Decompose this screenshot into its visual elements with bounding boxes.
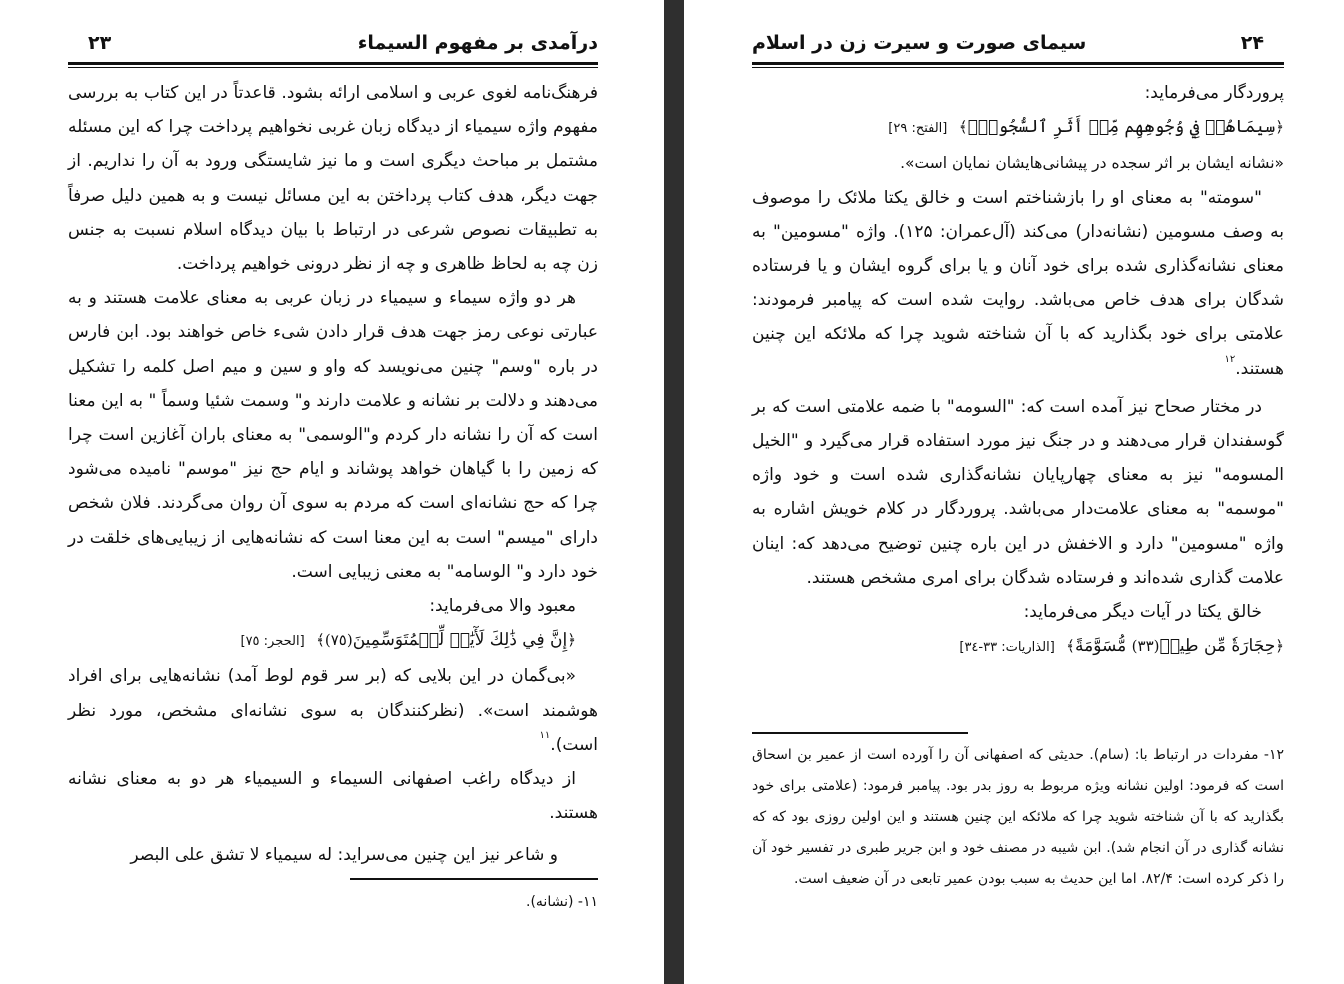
- paragraph: هر دو واژه سیماء و سیمیاء در زبان عربی به معنای علامت هستند و به عبارتی نوعی رمز جهت هدف قرار دادن شیء خاص خواهند بود. ابن فارس در باره "وسم" چنین می‌نویسد که واو و سین و میم اصل کلمه را تشکیل می‌دهند و دلالت بر نشانه و علامت دارند و" وسمت شئیا وسماً " به این معنا است که آن را نشانه دار کردم و"الوسمی" به معنای باران آغازین است چرا که زمین را با گیاهان خواهد پوشاند و ایام حج نیز "موسم" نامیده می‌شود چرا که حج نشانه‌ای است که مردم به سوی آن روان می‌گردند. فلان شخص دارای "میسم" است به این معنا است که نشانه‌هایی از زیبایی‌های خلقت در خود دارد و" الوسامه" به معنی زیبایی است.: [68, 288, 598, 582]
- quran-verse: [752, 629, 1284, 665]
- header-double-rule: [68, 62, 598, 68]
- page-body: [68, 76, 598, 873]
- verse-close-bracket: ﴾: [1066, 637, 1075, 656]
- header-title: سیمای صورت و سیرت زن در اسلام: [752, 32, 1087, 54]
- running-header: [68, 26, 598, 60]
- footnote-separator: [752, 732, 968, 734]
- footnote-11: ۱۱- (نشانه).: [526, 894, 598, 910]
- header-title: درآمدی بر مفهوم السیماء: [357, 32, 598, 54]
- verse-open-bracket: ﴿: [567, 631, 576, 650]
- page-23: [68, 0, 598, 984]
- header-double-rule: [752, 62, 1284, 68]
- verse-text: سِيمَاهُمۡ فِي وُجُوهِهِم مِّنۡ أَثَرِ ٱلسُّجُودِۚ: [967, 117, 1276, 138]
- verse-open-bracket: ﴿: [1275, 118, 1284, 137]
- verse-close-bracket: ﴾: [316, 631, 325, 650]
- paragraph: خالق یکتا در آیات دیگر می‌فرماید:: [1023, 602, 1262, 623]
- verse-open-bracket: ﴿: [1275, 637, 1284, 656]
- footnote-separator: [350, 878, 598, 880]
- book-gutter: [664, 0, 684, 984]
- verse-number-marker: (٣٣): [1131, 637, 1160, 656]
- verse-reference: [الذاريات: ٣٣-٣٤]: [959, 640, 1055, 656]
- paragraph: در مختار صحاح نیز آمده است که: "السومه" با ضمه علامتی است که بر گوسفندان قرار می‌دهند و در جنگ نیز مورد استفاده قرار می‌گیرد و "الخیل المسومه" نیز به معنای چهارپایان نشانه‌گذاری شده است و خود واژه "موسمه" به معنای علامت‌دار می‌باشد. پروردگار در کلام خویش اشاره به واژه "مسومین" دارد و الاخفش در این باره چنین توضیح می‌دهد که: اینان علامت گذاری شده‌اند و فرستاده شدگان برای امری مشخص هستند.: [752, 396, 1284, 588]
- poem-paragraph: و شاعر نیز این چنین می‌سراید: له سیمیاء لا تشق علی البصر: [130, 845, 558, 866]
- footnotes: [752, 740, 1284, 895]
- page-24: [752, 0, 1284, 984]
- verse-number-marker: (٧٥): [324, 631, 353, 650]
- paragraph: پروردگار می‌فرماید:: [1144, 83, 1284, 103]
- verse-text: مُّسَوَّمَةً: [1074, 636, 1127, 657]
- verse-close-bracket: ﴾: [958, 118, 968, 137]
- quran-verse: [68, 623, 598, 659]
- paragraph: "سومته" به معنای او را بازشناختم است و خالق یکتا ملائک را موصوف به وصف مسومین (نشانه‌دار) می‌کند (آل‌عمران: ۱۲۵). واژه "مسومین" به معنای نشانه‌گذاری شده برای خود آنان و یا برای گروه ایشان و یا فرستاده شدگان برای هدف خاص می‌باشد. روایت شده است که پیامبر فرمودند: علامتی برای خود بگذارید که با آن شناخته شوید چرا که ملائکه این چنین هستند.$^{۱۲}$: [752, 187, 1284, 379]
- footnotes: [68, 887, 598, 918]
- page-number: ۲۳: [88, 32, 112, 54]
- verse-text: حِجَارَةٗ مِّن طِينٖ: [1159, 636, 1276, 657]
- page-body: [752, 76, 1284, 665]
- verse-reference: [الحجر: ٧٥]: [240, 634, 305, 650]
- page-number: ۲۴: [1240, 32, 1264, 54]
- footnote-ref[interactable]: ۱۲: [1224, 353, 1236, 365]
- running-header: [752, 26, 1284, 60]
- paragraph: از دیدگاه راغب اصفهانی السیماء و السیمیاء هر دو به معنای نشانه هستند.: [68, 769, 598, 824]
- verse-reference: [الفتح: ٢٩]: [888, 121, 948, 137]
- verse-translation: «بی‌گمان در این بلایی که (بر سر قوم لوط آمد) نشانه‌هایی برای افراد هوشمند است». (نظرکنندگان به سوی نشانه‌ای مشخص، مورد نظر است).$^{۱۱}$: [68, 666, 598, 755]
- footnote-ref[interactable]: ۱۱: [539, 729, 551, 741]
- footnote-12: ۱۲- مفردات در ارتباط با: (سام). حدیثی که اصفهانی آن را آورده است از عمیر بن اسحاق است که فرمود: اولین نشانه ویژه مربوط به روز بدر بود. پیامبر فرمود: (علامتی برای خود بگذارید که با آن شناخته شوید چرا که ملائکه این چنین هستند و این اولین روزی بود که که نشانه گذاری در آن انجام شد). ابن شیبه در مصنف خود و ابن جریر طبری در تفسیر خود آن را ذکر کرده است: ۸۲/۴. اما این حدیث به سبب بودن عمیر تابعی در آن ضعیف است.: [752, 747, 1284, 887]
- quran-verse: [752, 110, 1284, 146]
- verse-translation: «نشانه ایشان بر اثر سجده در پیشانی‌هایشان نمایان است».: [900, 154, 1284, 173]
- verse-text: إِنَّ فِي ذَٰلِكَ لَأٓيَٰتٖ لِّلۡمُتَوَسِّمِينَ: [352, 630, 568, 651]
- paragraph: فرهنگ‌نامه لغوی عربی و اسلامی ارائه بشود. قاعدتاً در این کتاب به بررسی مفهوم واژه سیمیاء از دیدگاه زبان غربی نخواهیم پرداخت چرا که این مسئله مشتمل بر مباحث دیگری است و ما نیز شایستگی ورود به آن را نداریم. از جهت دیگر، هدف کتاب پرداختن به این مسائل نیست و به همین دلیل صرفاً به تطبیقات نصوص شرعی در ارتباط با بیان دیدگاه اسلام نسبت به جنس زن چه به لحاظ ظاهری و چه از نظر درونی خواهیم پرداخت.: [68, 83, 598, 275]
- paragraph: معبود والا می‌فرماید:: [429, 596, 576, 617]
